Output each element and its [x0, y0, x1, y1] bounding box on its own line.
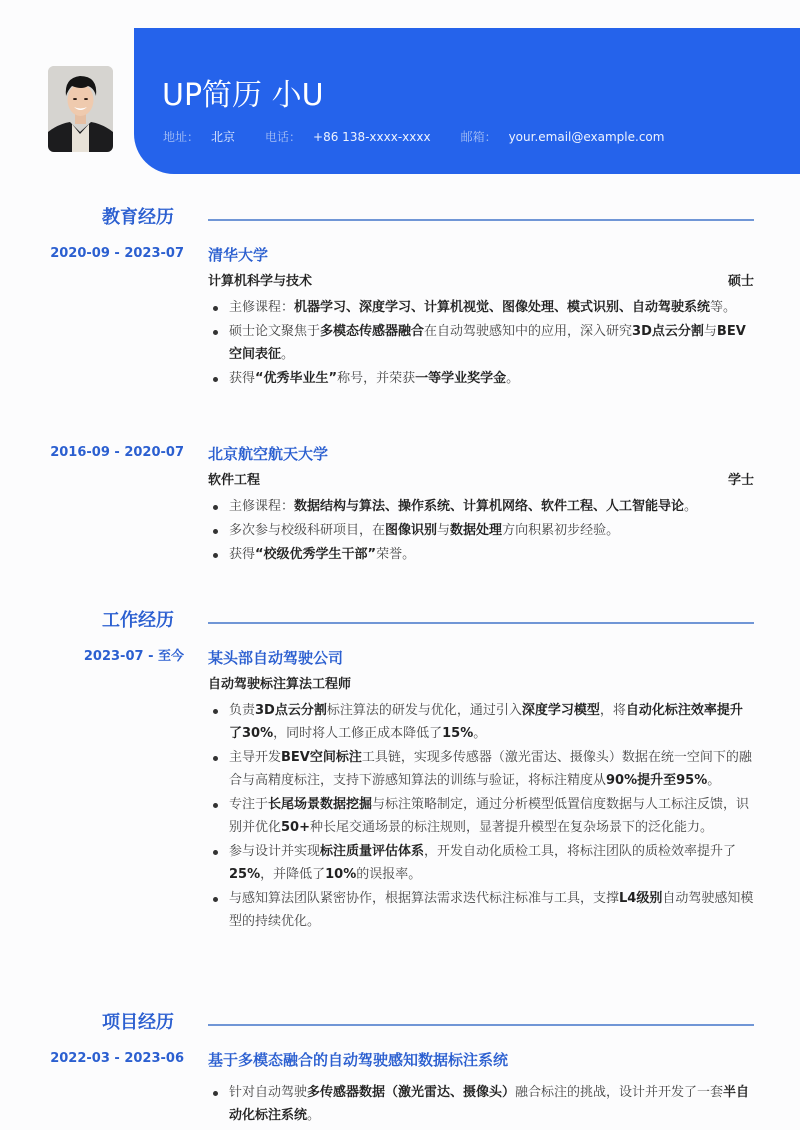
highlight-text: 3D点云分割 — [255, 703, 327, 718]
highlight-text: 深度学习模型 — [521, 703, 600, 718]
entry-date: 2020-09 - 2023-07 — [50, 246, 184, 261]
highlight-text: 图像识别 — [385, 523, 438, 538]
phone-label: 电话： — [265, 130, 302, 144]
address-value: 北京 — [211, 130, 236, 144]
bullet-item: 多次参与校级科研项目，在图像识别与数据处理方向积累初步经验。 — [208, 519, 754, 542]
major-row — [208, 471, 754, 491]
bullet-item: 参与设计并实现标注质量评估体系，开发自动化质检工具，将标注团队的质检效率提升了25%，并降低了10%的误报率。 — [208, 840, 754, 886]
entry-body — [208, 244, 754, 391]
highlight-text: 10% — [325, 867, 357, 882]
avatar — [48, 66, 113, 152]
highlight-text: 数据结构与算法、操作系统、计算机网络、软件工程、人工智能导论 — [294, 499, 685, 514]
role-row — [208, 675, 754, 695]
bullet-item: 获得“校级优秀学生干部”荣誉。 — [208, 543, 754, 566]
bullet-item: 主导开发BEV空间标注工具链，实现多传感器（激光雷达、摄像头）数据在统一空间下的融合与高精度标注，支持下游感知算法的训练与验证，将标注精度从90%提升至95%。 — [208, 746, 754, 792]
bullet-item: 负责3D点云分割标注算法的研发与优化，通过引入深度学习模型，将自动化标注效率提升了30%，同时将人工修正成本降低了15%。 — [208, 699, 754, 745]
bullet-item: 主修课程：机器学习、深度学习、计算机视觉、图像处理、模式识别、自动驾驶系统等。 — [208, 296, 754, 319]
major: 计算机科学与技术 — [208, 274, 313, 289]
portrait-photo-icon — [48, 66, 113, 152]
major: 软件工程 — [208, 473, 261, 488]
highlight-text: 机器学习、深度学习、计算机视觉、图像处理、模式识别、自动驾驶系统 — [294, 300, 711, 315]
highlight-text: 多传感器数据（激光雷达、摄像头） — [307, 1085, 516, 1100]
entry-date: 2023-07 - 至今 — [83, 649, 184, 664]
entry-date: 2016-09 - 2020-07 — [50, 445, 184, 460]
highlight-text: L4级别 — [619, 891, 663, 906]
email-label: 邮箱： — [460, 130, 497, 144]
degree: 学士 — [727, 473, 754, 488]
email-value: your.email@example.com — [508, 130, 665, 144]
highlight-text: 25% — [229, 867, 261, 882]
highlight-text: 50+ — [281, 820, 310, 835]
bullet-item: 主修课程：数据结构与算法、操作系统、计算机网络、软件工程、人工智能导论。 — [208, 495, 754, 518]
entry-body — [208, 1049, 754, 1128]
section-title-projects: 项目经历 — [102, 1012, 174, 1033]
highlight-text: 一等学业奖学金 — [415, 371, 507, 386]
bullet-list — [208, 495, 754, 566]
highlight-text: “优秀毕业生” — [255, 371, 338, 386]
bullet-item: 专注于长尾场景数据挖掘与标注策略制定，通过分析模型低置信度数据与人工标注反馈，识别并优化50+种长尾交通场景的标注规则，显著提升模型在复杂场景下的泛化能力。 — [208, 793, 754, 839]
bullet-list — [208, 296, 754, 390]
candidate-name: UP简历 小U — [162, 78, 324, 113]
bullet-list — [208, 1081, 754, 1127]
degree: 硕士 — [727, 274, 754, 289]
highlight-text: BEV空间表征 — [229, 324, 746, 362]
bullet-item: 获得“优秀毕业生”称号，并荣获一等学业奖学金。 — [208, 367, 754, 390]
phone-value: +86 138-xxxx-xxxx — [313, 130, 431, 144]
section-divider — [208, 1024, 754, 1026]
contact-info — [163, 128, 694, 146]
school-name: 清华大学 — [208, 246, 269, 264]
bullet-item: 针对自动驾驶多传感器数据（激光雷达、摄像头）融合标注的挑战，设计并开发了一套半自动化标注系统。 — [208, 1081, 754, 1127]
highlight-text: 标注质量评估体系 — [320, 844, 425, 859]
highlight-text: 3D点云分割 — [632, 324, 704, 339]
highlight-text: 多模态传感器融合 — [320, 324, 425, 339]
highlight-text: 半自动化标注系统 — [229, 1085, 750, 1123]
highlight-text: “校级优秀学生干部” — [255, 547, 377, 562]
highlight-text: 数据处理 — [450, 523, 503, 538]
section-divider — [208, 219, 754, 221]
highlight-text: 长尾场景数据挖掘 — [268, 797, 373, 812]
bullet-item: 硕士论文聚焦于多模态传感器融合在自动驾驶感知中的应用，深入研究3D点云分割与BEV空间表征。 — [208, 320, 754, 366]
job-role: 自动驾驶标注算法工程师 — [208, 677, 352, 692]
contact-email — [461, 128, 665, 146]
highlight-text: 90%提升至95% — [606, 773, 708, 788]
highlight-text: 15% — [442, 726, 474, 741]
entry-body — [208, 647, 754, 934]
entry-date: 2022-03 - 2023-06 — [50, 1051, 184, 1066]
address-label: 地址： — [163, 130, 200, 144]
contact-address — [163, 128, 235, 146]
major-row — [208, 272, 754, 292]
company-name: 某头部自动驾驶公司 — [208, 649, 344, 667]
section-title-work: 工作经历 — [102, 610, 174, 631]
school-name: 北京航空航天大学 — [208, 445, 329, 463]
highlight-text: 自动化标注效率提升了30% — [229, 703, 743, 741]
bullet-item: 与感知算法团队紧密协作，根据算法需求迭代标注标准与工具，支撑L4级别自动驾驶感知模型的持续优化。 — [208, 887, 754, 933]
entry-body — [208, 443, 754, 567]
section-divider — [208, 622, 754, 624]
section-title-education: 教育经历 — [102, 207, 174, 228]
project-name: 基于多模态融合的自动驾驶感知数据标注系统 — [208, 1051, 509, 1069]
highlight-text: BEV空间标注 — [281, 750, 362, 765]
bullet-list — [208, 699, 754, 933]
contact-phone — [265, 128, 431, 146]
